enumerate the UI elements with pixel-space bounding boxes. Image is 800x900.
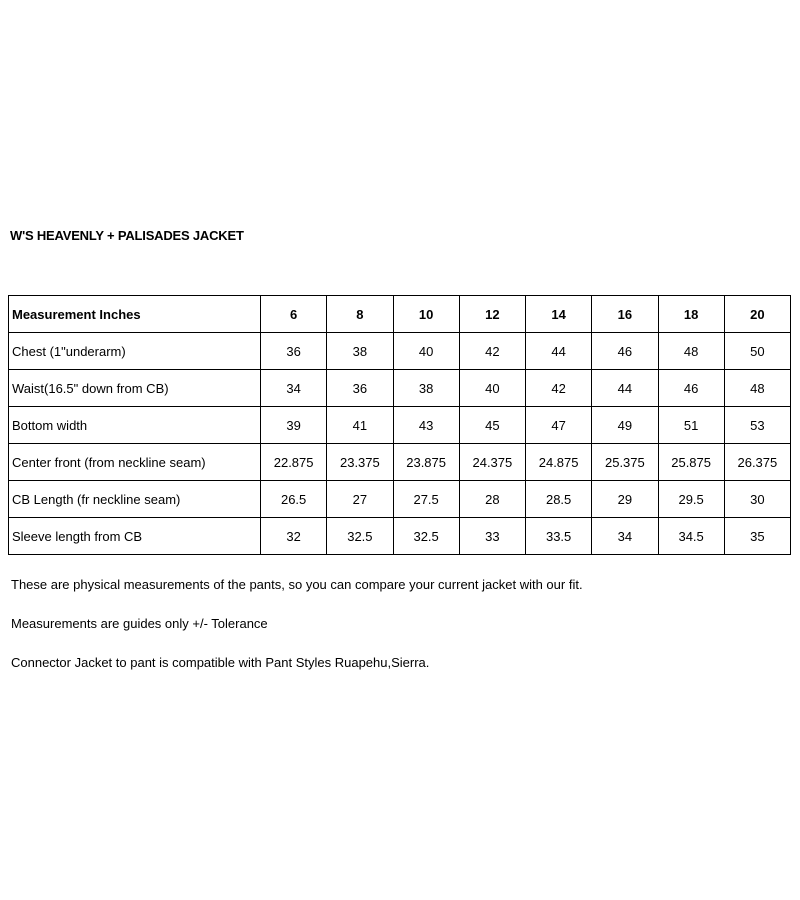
table-cell: 53 [724,407,790,444]
table-cell: 39 [261,407,327,444]
table-cell: 42 [526,370,592,407]
table-cell: 24.375 [459,444,525,481]
table-cell: 36 [327,370,393,407]
table-row-waist [9,370,791,407]
table-cell: 40 [393,333,459,370]
table-cell: 45 [459,407,525,444]
table-row-bottom-width [9,407,791,444]
size-header-20: 20 [724,296,790,333]
table-cell: 44 [592,370,658,407]
table-cell: 41 [327,407,393,444]
table-cell: 29.5 [658,481,724,518]
table-cell: 43 [393,407,459,444]
table-cell: 47 [526,407,592,444]
table-cell: 23.875 [393,444,459,481]
table-cell: 44 [526,333,592,370]
document-title: W'S HEAVENLY + PALISADES JACKET [10,228,244,243]
table-cell: 28 [459,481,525,518]
size-header-12: 12 [459,296,525,333]
table-cell: 25.875 [658,444,724,481]
table-cell: 34.5 [658,518,724,555]
table-cell: 28.5 [526,481,592,518]
table-cell: 40 [459,370,525,407]
table-cell: 32.5 [327,518,393,555]
table-cell: 27.5 [393,481,459,518]
table-cell: 22.875 [261,444,327,481]
size-header-6: 6 [261,296,327,333]
header-label-cell: Measurement Inches [9,296,261,333]
table-cell: 26.375 [724,444,790,481]
table-cell: 35 [724,518,790,555]
row-label: Chest (1"underarm) [9,333,261,370]
row-label: CB Length (fr neckline seam) [9,481,261,518]
size-header-18: 18 [658,296,724,333]
table-cell: 38 [393,370,459,407]
row-label: Waist(16.5" down from CB) [9,370,261,407]
table-cell: 33.5 [526,518,592,555]
table-cell: 27 [327,481,393,518]
table-cell: 26.5 [261,481,327,518]
size-header-14: 14 [526,296,592,333]
table-cell: 49 [592,407,658,444]
table-cell: 34 [261,370,327,407]
size-header-8: 8 [327,296,393,333]
table-cell: 38 [327,333,393,370]
row-label: Center front (from neckline seam) [9,444,261,481]
table-cell: 24.875 [526,444,592,481]
table-cell: 25.375 [592,444,658,481]
table-cell: 48 [658,333,724,370]
table-cell: 32.5 [393,518,459,555]
note-connector-compatibility: Connector Jacket to pant is compatible with Pant Styles Ruapehu,Sierra. [11,655,430,670]
table-cell: 32 [261,518,327,555]
table-header-row [9,296,791,333]
table-cell: 36 [261,333,327,370]
table-cell: 23.375 [327,444,393,481]
size-chart-table [8,295,791,555]
table-cell: 33 [459,518,525,555]
size-header-10: 10 [393,296,459,333]
table-cell: 34 [592,518,658,555]
note-tolerance: Measurements are guides only +/- Tolerance [11,616,268,631]
table-cell: 50 [724,333,790,370]
row-label: Bottom width [9,407,261,444]
table-row-sleeve-length [9,518,791,555]
size-header-16: 16 [592,296,658,333]
table-row-chest [9,333,791,370]
row-label: Sleeve length from CB [9,518,261,555]
note-physical-measurements: These are physical measurements of the pants, so you can compare your current jacket with our fit. [11,577,583,592]
table-cell: 48 [724,370,790,407]
table-cell: 29 [592,481,658,518]
table-row-center-front [9,444,791,481]
table-row-cb-length [9,481,791,518]
table-cell: 42 [459,333,525,370]
table-cell: 46 [658,370,724,407]
table-cell: 46 [592,333,658,370]
table-cell: 51 [658,407,724,444]
table-cell: 30 [724,481,790,518]
